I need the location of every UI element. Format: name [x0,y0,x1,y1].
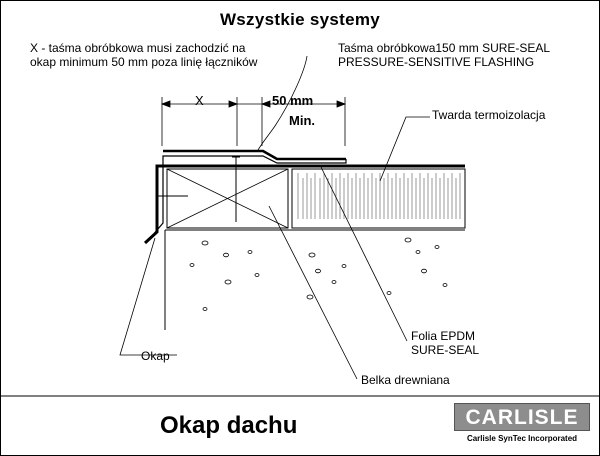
logo-tagline: Carlisle SynTec Incorporated [466,434,578,443]
epdm-membrane [145,166,465,243]
logo-wordmark: CARLISLE [454,403,590,431]
rigid-insulation [292,169,465,228]
dimension-min-label: Min. [289,113,315,128]
insulation-label: Twarda termoizolacja [432,108,546,122]
eave-label: Okap [141,349,170,363]
dimension-x-label: X [195,93,204,108]
note-line: okap minimum 50 mm poza linię łączników [30,55,258,69]
note-overlap-requirement [30,41,257,69]
note-line: PRESSURE-SENSITIVE FLASHING [338,55,535,69]
concrete-deck [165,230,465,330]
dimension-lines [162,97,345,146]
beam-label: Belka drewniana [361,373,450,387]
epdm-label-line: Folia EPDM [411,329,476,343]
note-line: Taśma obróbkowa150 mm SURE-SEAL [338,41,551,55]
epdm-label-line: SURE-SEAL [411,343,480,357]
carlisle-logo [454,403,590,449]
drawing-title: Wszystkie systemy [219,10,381,29]
epdm-label [411,329,479,357]
note-flashing-tape [338,41,550,69]
note-line: X - taśma obróbkowa musi zachodzić na [30,41,246,55]
dimension-50mm-label: 50 mm [272,93,314,108]
wood-nailer [167,169,288,228]
footer-title: Okap dachu [160,412,298,439]
flashing-tape [163,151,346,159]
